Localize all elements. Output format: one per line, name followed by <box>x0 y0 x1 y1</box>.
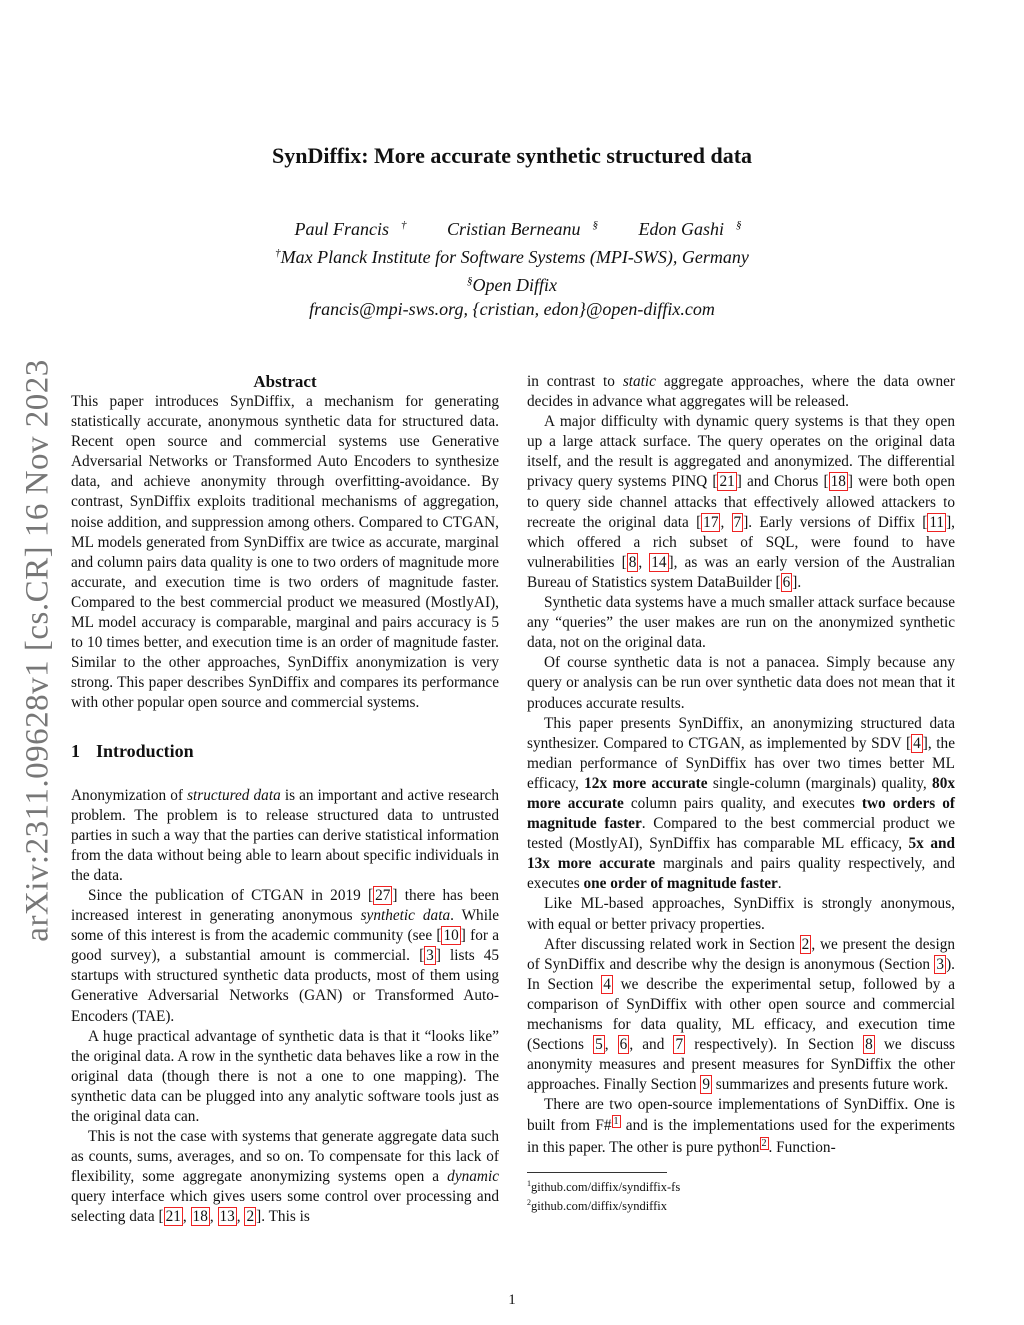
abstract-heading: Abstract <box>253 372 317 391</box>
paragraph: This is not the case with systems that generate aggregate data such as counts, sums, averages, and so on. To compensate for this lack of flexibility, some aggregate anonymizing systems open a dynamic query interface which gives users some control over processing and selecting data [ 21 , 18 , 13 , 2 ]. This is <box>71 1128 499 1226</box>
section-link[interactable]: 5 <box>595 1036 603 1054</box>
section-link[interactable]: 2 <box>801 935 810 953</box>
section-heading-introduction: 1 Introduction <box>71 740 194 761</box>
section-link[interactable]: 8 <box>865 1036 873 1054</box>
author-emails: francis@mpi-sws.org, {cristian, edon}@open-diffix.com <box>309 299 715 319</box>
footnote-divider <box>527 1172 667 1173</box>
section-link[interactable]: 4 <box>603 975 611 993</box>
footnote-link[interactable]: 2 <box>761 1137 767 1149</box>
right-column <box>527 372 955 1214</box>
citation-link[interactable]: 2 <box>246 1208 255 1226</box>
citation-link[interactable]: 18 <box>192 1208 208 1226</box>
page-number: 1 <box>508 1292 516 1308</box>
paragraph: Since the publication of CTGAN in 2019 [ 27 ] there has been increased interest in generating anonymous synthetic data. While some of this interest is from the academic community (see [ 10 ] for a good survey), a substantial amount is commercial. [ 3 ] lists 45 startups with structured synthetic data products, most of them using Generative Adversarial Networks (GAN) or Transformed Auto-Encoders (TAE). <box>71 886 500 1025</box>
paragraph: Of course synthetic data is not a panacea. Simply because any query or analysis can be run over synthetic data does not mean that it produces accurate results. <box>527 654 955 712</box>
paragraph: Anonymization of structured data is an important and active research problem. The problem is to release structured data to untrusted parties in such a way that the parties can derive statistical information from the data without being able to learn about specific individuals in the data. <box>71 786 499 884</box>
citation-link[interactable]: 10 <box>443 927 459 945</box>
arxiv-sidebar <box>8 350 68 950</box>
affiliation-open-diffix: §Open Diffix <box>467 275 557 295</box>
left-column <box>71 372 499 1228</box>
footnote-link[interactable]: 1 <box>613 1116 619 1128</box>
paragraph: After discussing related work in Section 2 , we present the design of SynDiffix and describe why the design is anonymous (Section 3 ). In Section 4 we describe the experimental setup, followed by a comparison of SynDiffix with other open source and commercial mechanisms for data quality, ML efficacy, and execution time (Sections 5 , 6 , and 7 respectively). In Section 8 we discuss anonymity measures and present measures for SynDiffix the other approaches. Finally Section 9 summarizes and presents future work. <box>527 935 956 1094</box>
citation-link[interactable]: 21 <box>719 473 735 491</box>
citation-link[interactable]: 21 <box>165 1208 181 1226</box>
author-block <box>0 213 1024 321</box>
paragraph: Synthetic data systems have a much smaller attack surface because any “queries” the user makes are run on the anonymized synthetic data, not on the original data. <box>527 594 955 652</box>
section-link[interactable]: 9 <box>702 1076 710 1094</box>
paragraph: Like ML-based approaches, SynDiffix is strongly anonymous, with equal or better privacy properties. <box>527 895 955 933</box>
section-link[interactable]: 7 <box>675 1036 684 1054</box>
footnote: $^2$github.com/diffix/syndiffix <box>527 1198 667 1214</box>
affiliation-mpi: †Max Planck Institute for Software Systems (MPI-SWS), Germany <box>275 247 749 267</box>
paragraph: A huge practical advantage of synthetic data is that it “looks like” the original data. A row in the synthetic data behaves like a row in the original data (though there is not a one to one mapping). The synthetic data can be plugged into any analytic software tools just as the original data can. <box>71 1027 499 1125</box>
section-link[interactable]: 3 <box>936 955 945 973</box>
citation-link[interactable]: 11 <box>929 513 945 531</box>
paragraph: in contrast to static aggregate approaches, where the data owner decides in advance what aggregates will be released. <box>527 373 955 411</box>
paragraph: This paper presents SynDiffix, an anonymizing structured data synthesizer. Compared to CTGAN, as implemented by SDV [ 4 ], the median performance of SynDiffix has over two times better ML efficacy, 12x more accurate single-column (marginals) quality, 80x more accurate column pairs quality, and executes two orders of magnitude faster. Compared to the best commercial product we tested (MostlyAI), SynDiffix has comparable ML efficacy, 5x and 13x more accurate marginals and pairs quality respectively, and executes one order of magnitude faster. <box>527 714 955 893</box>
abstract-text: This paper introduces SynDiffix, a mechanism for generating statistically accurate, anonymous synthetic data for structured data. Recent open source and commercial systems use Generative Adversarial Networks or Transformed Auto Encoders to synthesize data, and achieve anonymity through overfitting-avoidance. By contrast, SynDiffix exploits traditional mechanisms of aggregation, noise addition, and suppression among others. Compared to CTGAN, ML models generated from SynDiffix are twice as accurate, marginal and column pairs data quality is one to two orders of magnitude more accurate, and execution time is two orders of magnitude faster. Compared to the best commercial product we measured (MostlyAI), ML model accuracy is comparable, marginal and pairs accuracy is 5 to 10 times better, and execution time is an order of magnitude faster. Similar to the other approaches, SynDiffix anonymization is very strong. This paper describes SynDiffix and compares its performance with other popular open source and commercial systems. <box>71 393 499 712</box>
citation-link[interactable]: 14 <box>651 553 667 571</box>
citation-link[interactable]: 13 <box>219 1208 235 1226</box>
paragraph: A major difficulty with dynamic query systems is that they open up a large attack surface. The query operates on the original data itself, and the result is aggregated and anonymized. The differential privacy query systems PINQ [ 21 ] and Chorus [ 18 ] were both open to query side channel attacks that effectively allowed attackers to recreate the original data [ 17 , 7 ]. Early versions of Diffix [ 11 ], which offered a rich subset of SQL, were found to have vulnerabilities [ 8 , 14 ], as was an early version of the Australian Bureau of Statistics system DataBuilder [ 6 ]. <box>527 413 955 591</box>
citation-link[interactable]: 18 <box>830 473 846 491</box>
author-names <box>0 213 1024 241</box>
citation-link[interactable]: 6 <box>782 573 791 591</box>
author: Paul Francis † <box>294 219 407 239</box>
citation-link[interactable]: 17 <box>703 513 719 531</box>
footnote: $^1$github.com/diffix/syndiffix-fs <box>527 1178 681 1194</box>
paper-title: SynDiffix: More accurate synthetic structured data <box>271 143 753 168</box>
author: Edon Gashi § <box>638 219 742 239</box>
citation-link[interactable]: 4 <box>913 734 921 752</box>
paragraph: There are two open-source implementations of SynDiffix. One is built from F# $^1$ and is the implementations used for the experiments in this paper. The other is pure python $^2$ . Function- <box>527 1096 955 1156</box>
citation-link[interactable]: 3 <box>426 947 434 965</box>
citation-link[interactable]: 7 <box>733 513 742 531</box>
author: Cristian Berneanu § <box>447 219 598 239</box>
citation-link[interactable]: 8 <box>628 553 637 571</box>
arxiv-identifier[interactable]: arXiv:2311.09628v1 [cs.CR] 16 Nov 2023 <box>19 358 56 942</box>
citation-link[interactable]: 27 <box>375 886 391 904</box>
section-link[interactable]: 6 <box>619 1036 628 1054</box>
